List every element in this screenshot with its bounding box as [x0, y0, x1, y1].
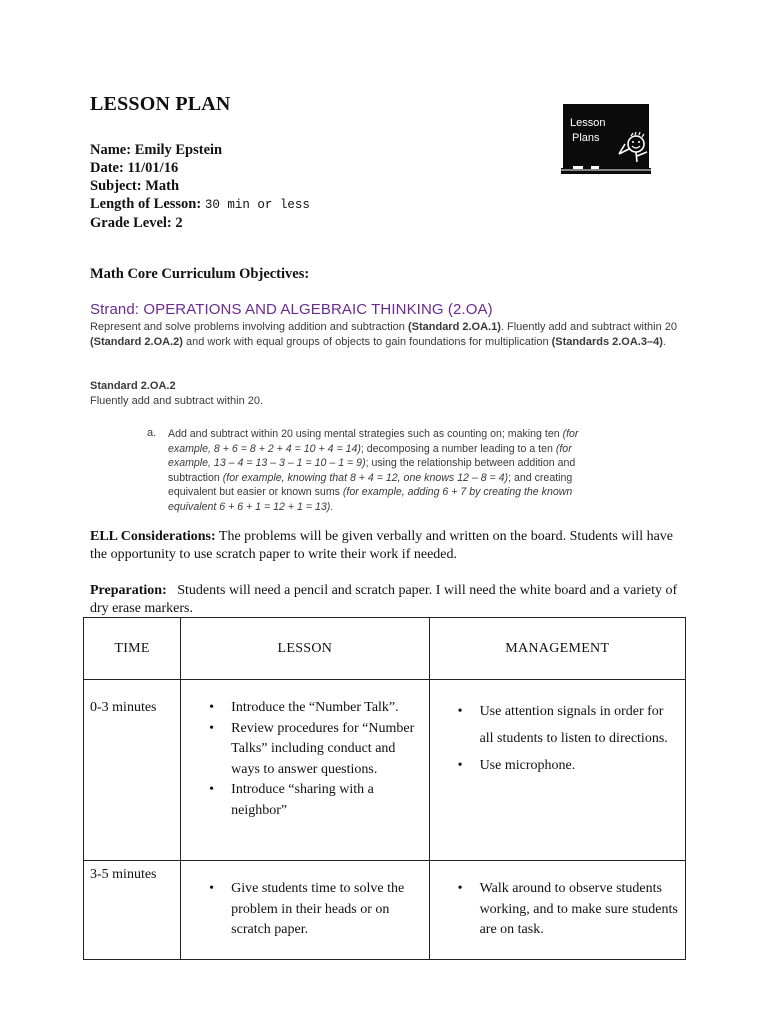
subject-value: Math [145, 178, 180, 194]
standard-ref: (Standard 2.OA.1) [407, 321, 501, 333]
item-text: Add and subtract within 20 using mental strategies such as counting on; making ten [168, 428, 563, 440]
lesson-table [83, 617, 686, 960]
subject-label: Subject: [90, 178, 142, 194]
lesson-cell [181, 861, 429, 960]
strand-heading: Strand: OPERATIONS AND ALGEBRAIC THINKING (2.OA) [90, 301, 493, 318]
logo-text-line1: Lesson [570, 117, 606, 129]
preparation-text: Students will need a pencil and scratch paper. I will need the white board and a variety of dry erase markers. [90, 583, 681, 616]
date-row [90, 159, 310, 177]
chalkboard-stick-figure-icon [561, 104, 651, 176]
standard-item-letter: a. [147, 427, 157, 439]
strand-description [90, 320, 690, 349]
preparation [90, 582, 680, 618]
standard-description: Fluently add and subtract within 20. [90, 395, 264, 407]
header-time: TIME [84, 618, 181, 680]
management-cell [429, 680, 685, 861]
ell-text: The problems will be given verbally and written on the board. Students will have the opportunity to use scratch paper to write their work if needed. [90, 529, 674, 562]
strand-desc-text: Represent and solve problems involving addition and subtraction [90, 321, 408, 333]
table-row [84, 680, 686, 861]
name-label: Name: [90, 142, 132, 158]
standard-item [168, 427, 613, 514]
time-cell: 0-3 minutes [84, 680, 181, 861]
standard-ref: (Standards 2.OA.3–4) [551, 335, 663, 348]
item-text: ; using the relationship between addition and subtraction [168, 457, 576, 484]
name-value: Emily Epstein [134, 142, 223, 158]
header-management: MANAGEMENT [429, 618, 685, 680]
length-value: 30 min or less [204, 198, 310, 212]
item-text: ; and creating equivalent but easier or known sums [168, 471, 573, 498]
item-example: (for example, 13 – 4 = 13 – 3 – 1 = 10 – 1 = 9) [168, 442, 572, 469]
ell-label: ELL Considerations: [90, 529, 216, 544]
table-row [84, 861, 686, 960]
strand-desc-text: . Fluently add and subtract within 20 [500, 321, 677, 333]
time-cell: 3-5 minutes [84, 861, 181, 960]
length-label: Length of Lesson: [90, 196, 202, 212]
list-item: • Walk around to observe students working, and to make sure students are on task. [430, 879, 685, 941]
logo-text-line2: Plans [572, 132, 600, 144]
list-item: • Introduce the “Number Talk”. [181, 698, 428, 719]
grade-row [90, 214, 310, 232]
management-cell [429, 861, 685, 960]
list-item: • Review procedures for “Number Talks” including conduct and ways to answer questions. [181, 719, 428, 781]
ell-considerations [90, 528, 680, 564]
strand-desc-text: and work with equal groups of objects to gain foundations for multiplication [182, 335, 552, 348]
subject-row [90, 177, 310, 195]
list-item: • Use attention signals in order for all students to listen to directions. [430, 698, 685, 752]
date-label: Date: [90, 160, 124, 176]
item-text: ; decomposing a number leading to a ten [360, 442, 556, 455]
lesson-plans-logo [561, 104, 651, 176]
page-title: LESSON PLAN [90, 93, 231, 115]
item-example: (for example, 8 + 6 = 8 + 2 + 4 = 10 + 4 = 14) [168, 428, 579, 455]
list-item: • Introduce “sharing with a neighbor” [181, 780, 428, 821]
length-row [90, 195, 310, 214]
list-item: • Give students time to solve the problem in their heads or on scratch paper. [181, 879, 428, 941]
standard-title: Standard 2.OA.2 [90, 380, 176, 392]
grade-value: 2 [175, 215, 183, 231]
item-example: (for example, adding 6 + 7 by creating the known equivalent 6 + 6 + 1 = 12 + 1 = 13) [168, 486, 573, 513]
item-example: (for example, knowing that 8 + 4 = 12, one knows 12 – 8 = 4) [222, 471, 509, 484]
preparation-label: Preparation: [90, 583, 167, 598]
item-text: . [330, 500, 334, 513]
standard-ref: (Standard 2.OA.2) [90, 335, 183, 348]
date-value: 11/01/16 [127, 160, 179, 176]
table-header-row [84, 618, 686, 680]
grade-label: Grade Level: [90, 215, 172, 231]
header-lesson: LESSON [181, 618, 429, 680]
lesson-info [90, 141, 310, 232]
list-item: • Use microphone. [430, 752, 685, 779]
lesson-cell [181, 680, 429, 861]
objectives-heading: Math Core Curriculum Objectives: [90, 266, 310, 282]
strand-desc-text: . [662, 335, 666, 348]
name-row [90, 141, 310, 159]
